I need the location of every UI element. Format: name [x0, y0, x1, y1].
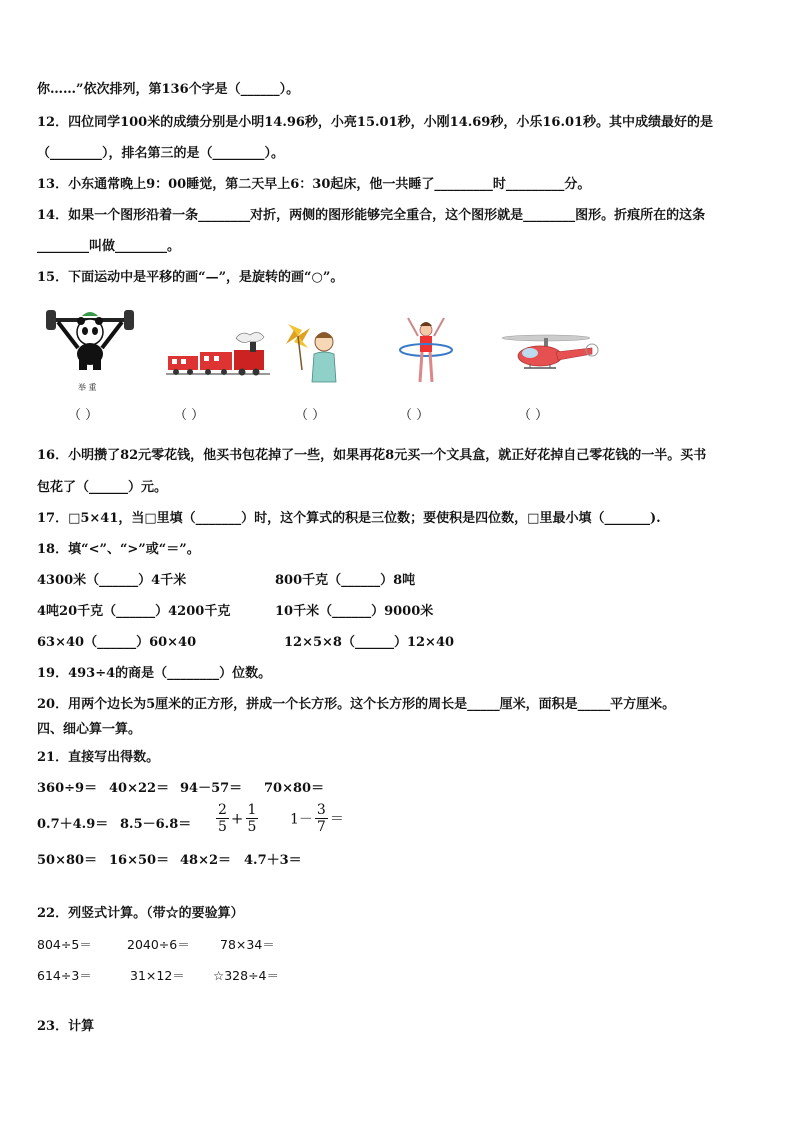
q21-row1-item1: 360÷9＝ [37, 781, 98, 796]
answer-paren-1[interactable]: （ ） [68, 408, 99, 423]
q21-row2-item2: 8.5－6.8＝ [120, 817, 192, 832]
question-18-row2-right: 10千米（______）9000米 [275, 604, 434, 619]
q21-fraction-sum: $\frac{2}{5}$ + $\frac{1}{5}$ [218, 802, 257, 835]
answer-paren-4[interactable]: （ ） [399, 408, 430, 423]
q22-row2-item2: 31×12＝ [130, 968, 185, 983]
question-12-line1: 12．四位同学100米的成绩分别是小明14.96秒，小亮15.01秒，小刚14.69秒，小乐16.01秒。其中成绩最好的是 [37, 115, 714, 130]
answer-paren-3[interactable]: （ ） [295, 408, 326, 423]
question-18-row2-left: 4吨20千克（______）4200千克 [37, 604, 231, 619]
question-18-row1-right: 800千克（______）8吨 [275, 573, 416, 588]
question-18-row1-left: 4300米（______）4千米 [37, 573, 187, 588]
question-16-line1: 16．小明攒了82元零花钱，他买书包花掉了一些，如果再花8元买一个文具盒，就正好花掉自己零花钱的一半。买书 [37, 448, 707, 463]
question-23-title: 23．计算 [37, 1019, 95, 1034]
q22-row2-item1: 614÷3＝ [37, 968, 92, 983]
answer-paren-5[interactable]: （ ） [518, 408, 549, 423]
question-14-line2: ________叫做________。 [37, 239, 181, 254]
q21-row3-item1: 50×80＝ [37, 853, 98, 868]
answer-paren-2[interactable]: （ ） [174, 408, 205, 423]
q21-row3-item2: 16×50＝ [109, 853, 170, 868]
train-image [166, 330, 270, 380]
fraction-b: $\frac{1}{5}$ [247, 802, 257, 835]
q21-row1-item3: 94－57＝ [180, 781, 243, 796]
section-4-heading: 四、细心算一算。 [37, 722, 142, 737]
q21-row3-item4: 4.7＋3＝ [244, 853, 302, 868]
weightlifting-panda-image [44, 308, 136, 378]
question-19: 19．493÷4的商是（________）位数。 [37, 666, 272, 681]
question-12-line2: （________），排名第三的是（________）。 [37, 146, 285, 161]
q22-row1-item1: 804÷5＝ [37, 937, 92, 952]
question-14-line1: 14．如果一个图形沿着一条________对折，两侧的图形能够完全重合，这个图形就是________图形。折痕所在的这条 [37, 208, 706, 223]
question-17: 17．□5×41，当□里填（_______）时，这个算式的积是三位数；要使积是四位数，□里最小填（_______). [37, 511, 661, 526]
question-18-row3-right: 12×5×8（______）12×40 [284, 635, 455, 650]
question-18-row3-left: 63×40（______）60×40 [37, 635, 197, 650]
question-13: 13．小东通常晚上9：00睡觉，第二天早上6：30起床，他一共睡了_________时_________分。 [37, 177, 591, 192]
question-22-title: 22．列竖式计算。（带☆的要验算） [37, 906, 244, 921]
fraction-c: $\frac{3}{7}$ [316, 802, 326, 835]
helicopter-image [500, 326, 600, 386]
question-16-line2: 包花了（______）元。 [37, 480, 168, 495]
question-21-title: 21．直接写出得数。 [37, 750, 160, 765]
q21-row1-item4: 70×80＝ [264, 781, 325, 796]
q21-row3-item3: 48×2＝ [180, 853, 232, 868]
question-18-title: 18．填“<”、“>”或“＝”。 [37, 542, 200, 557]
q22-row1-item3: 78×34＝ [220, 937, 275, 952]
q22-row1-item2: 2040÷6＝ [127, 937, 190, 952]
question-15-pictures [0, 300, 794, 420]
pinwheel-boy-image [284, 320, 340, 386]
q21-fraction-difference: 1－ $\frac{3}{7}$ ＝ [290, 802, 344, 835]
q22-row2-item3: ☆328÷4＝ [213, 968, 279, 983]
hula-hoop-girl-image [396, 316, 456, 390]
question-20: 20．用两个边长为5厘米的正方形，拼成一个长方形。这个长方形的周长是_____厘米，面积是_____平方厘米。 [37, 697, 676, 712]
question-11-tail: 你……”依次排列，第136个字是（______）。 [37, 82, 300, 97]
fraction-a: $\frac{2}{5}$ [218, 802, 227, 835]
q21-row1-item2: 40×22＝ [109, 781, 170, 796]
q21-row2-item1: 0.7＋4.9＝ [37, 817, 109, 832]
weightlifting-caption: 举 重 [78, 383, 97, 392]
question-15-prompt: 15．下面运动中是平移的画“—”，是旋转的画“○”。 [37, 270, 344, 285]
